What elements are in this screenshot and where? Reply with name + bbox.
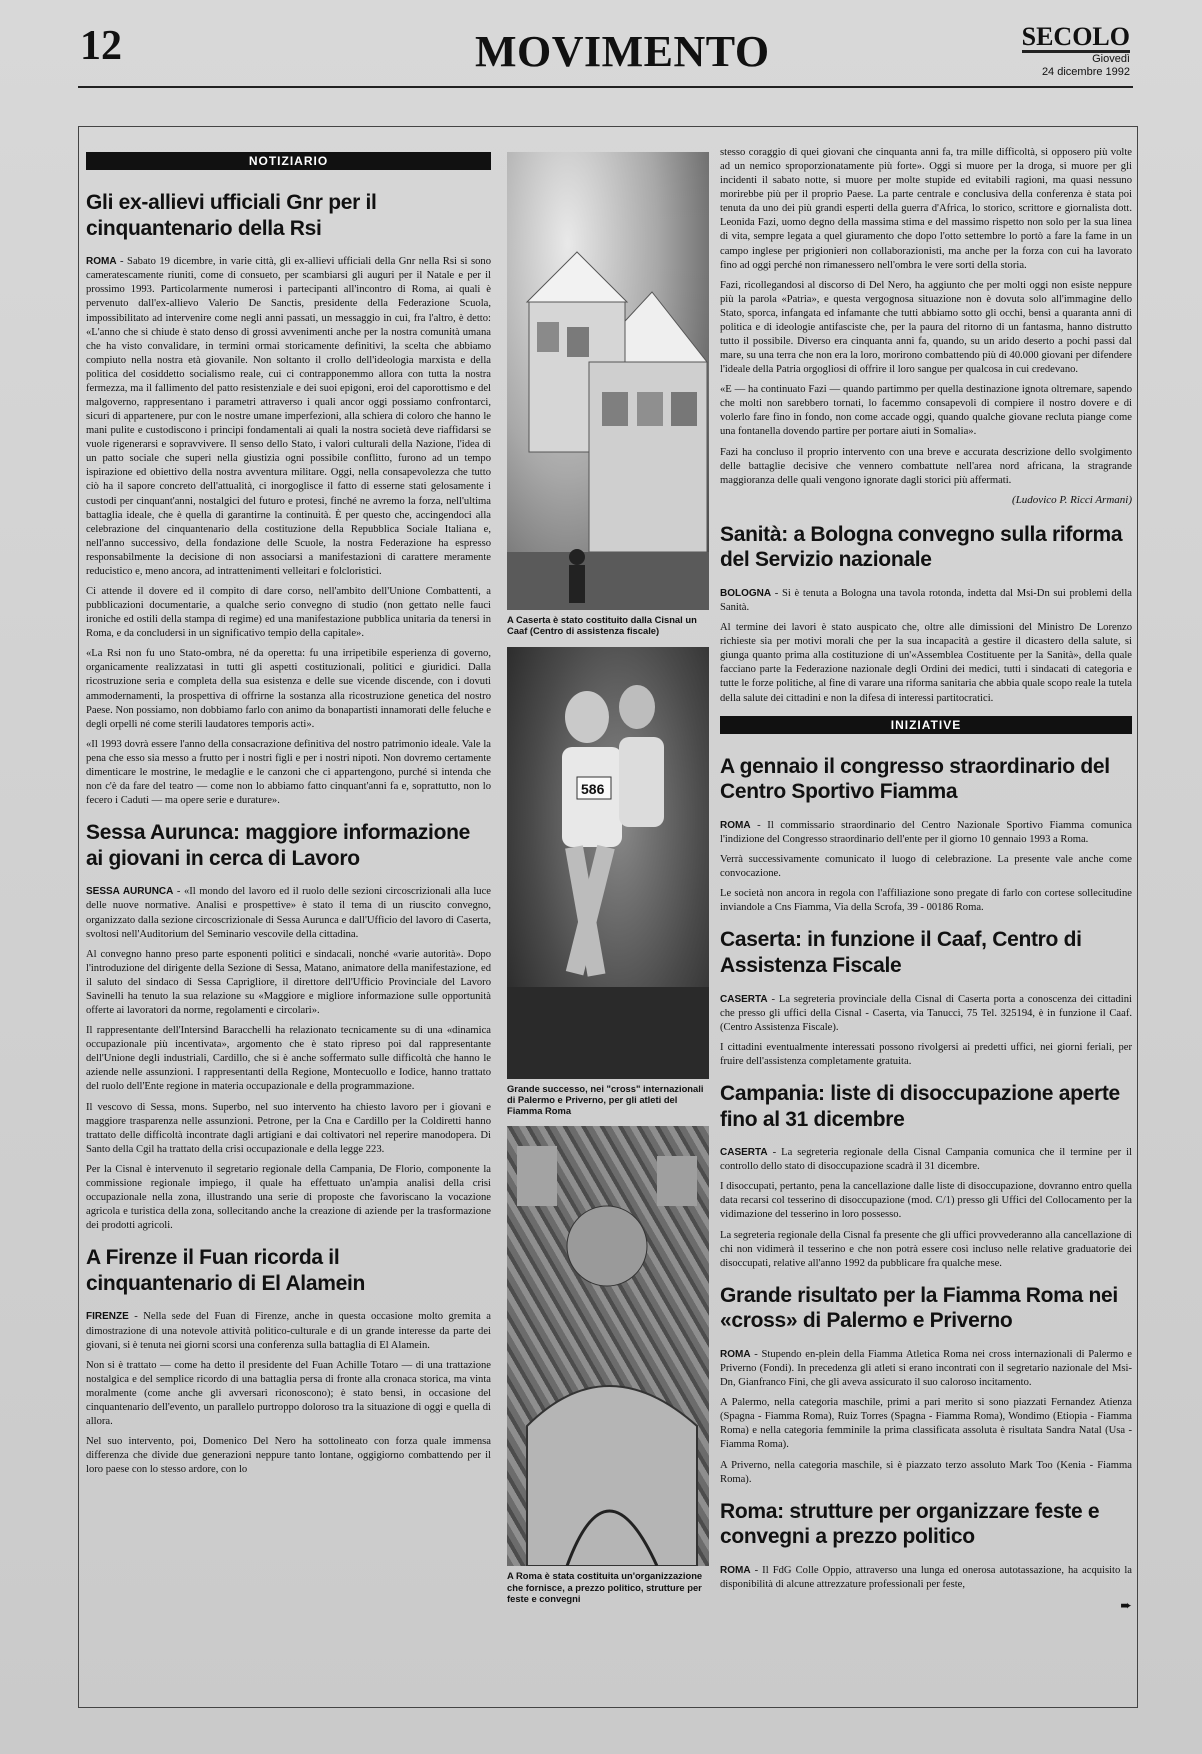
dateline: ROMA bbox=[86, 256, 117, 268]
paper-name: SECOLO bbox=[1021, 22, 1130, 51]
article-paragraph: ROMA - Il FdG Colle Oppio, attraverso una lunga ed onerosa autotassazione, ha acquisito la disponibilità di alcune attrezzature professionali per feste, bbox=[720, 1564, 1132, 1590]
dateline: BOLOGNA bbox=[720, 588, 772, 600]
article-paragraph: SESSA AURUNCA - «Il mondo del lavoro ed il ruolo delle sezioni circoscrizionali alla luce delle nuove normative. Analisi e prospettive» è stato il tema di un riuscito convegno, organizzato dalla sezione circoscrizionale di Sessa Aurunca e dall'Ufficio del lavoro di Caserta, svoltosi nell'Auditorium del Seminario vescovile della cittadina. bbox=[86, 886, 491, 940]
article-paragraph: I disoccupati, pertanto, pena la cancellazione dalle liste di disoccupazione, dovranno entro quella data recarsi col tesserino di disoccupazione (mod. C/1) presso gli Uffici del Collocamento per la vidimazione del tesserino in loro possesso. bbox=[720, 1181, 1132, 1221]
article-paragraph: Fazi, ricollegandosi al discorso di Del Nero, ha aggiunto che per molti oggi non esiste neppure più la parola «Patria», e questa vergognosa situazione non è dovuta solo all'immagine dello Stato, sporca, infangata ed infamante che tutti abbiamo sotto gli occhi, bensì a quaranta anni di politica e di ideologie antifasciste che, per la paura del ritorno di un fantasma, hanno distrutto tutto il possibile. Diverso era cinquanta anni fa, quando, su un arido deserto a pochi passi dal mare, su una terra che non era la loro, morirono combattendo più di 40.000 giovani per difendere l'ideale della Patria orgogliosi di offrire il loro sangue per qualcosa in cui credevano. bbox=[720, 279, 1132, 376]
dateline: SESSA AURUNCA bbox=[86, 886, 174, 898]
svg-text:586: 586 bbox=[581, 780, 605, 797]
page-number: 12 bbox=[80, 23, 122, 69]
article-paragraph: Nel suo intervento, poi, Domenico Del Nero ha sottolineato con forza quale immensa differenza che divide due generazioni neppure tanto lontane, oggigiorno combattendo per il loro paese con lo stesso ardore, con lo bbox=[86, 1436, 491, 1476]
section-bar-notiziario: NOTIZIARIO bbox=[86, 152, 491, 170]
article-paragraph: CASERTA - La segreteria regionale della Cisnal Campania comunica che il termine per il controllo dello stato di disoccupazione scadrà il 31 dicembre. bbox=[720, 1147, 1132, 1173]
article-paragraph: Al termine dei lavori è stato auspicato che, oltre alle dimissioni del Ministro De Lorenzo richieste sia per motivi morali che per la sua incapacità a gestire il dicastero della salute, si giunga quanto prima alla costituzione di un'«Assemblea Costituente per la Sanità», della quale facciano parte la Federazione nazionale degli Ordini dei medici, tutti i sindacati di categoria e tutte le forze politiche, al fine di varare una riforma sanitaria che abbia quale scopo reale la tutela della salute dei cittadini e non la difesa di interessi partitocratici. bbox=[720, 622, 1132, 704]
continue-arrow-icon: ➨ bbox=[1120, 1599, 1132, 1615]
dateline: CASERTA bbox=[720, 993, 768, 1005]
photo-cross-runners bbox=[507, 647, 709, 1079]
article-paragraph: Al convegno hanno preso parte esponenti politici e sindacali, nonché «varie autorità». Dopo l'introduzione del dirigente della Sezione di Sessa, Matano, animatore della manifestazione, ed il saluto del sindaco di Sessa Caprigliore, il direttore dell'Ufficio Provinciale del Lavoro Savinelli ha tenuto la sua relazione su «Maggiore e migliore informazione sulle opportunità offerte ai lavoratori da norme, regolamenti e circolari». bbox=[86, 948, 491, 1017]
article-title: A gennaio il congresso straordinario del Centro Sportivo Fiamma bbox=[720, 754, 1110, 804]
article-paragraph: ROMA - Sabato 19 dicembre, in varie città, gli ex-allievi ufficiali della Gnr nella Rsi si sono cameratescamente riuniti, come di consueto, per scambiarsi gli auguri per il Natale e per il prossimo 1993. Particolarmente numerosi i partecipanti all'incontro di Roma, ai quali è pervenuto dall'ex-allievo Valerio De Sanctis, presidente della Federazione Scuola, impossibilitato ad intervenire come negli anni passati, un messaggio in cui, fra l'altro, è detto: «L'anno che si chiude è stato denso di grossi avvenimenti anche per la nostra comunità umana che ha visto convalidare, in termini ormai storicamente definitivi, la scelta che abbiamo compiuto nella nostra età giovanile. Non soltanto il crollo dell'ideologia marxista e della politica del cosiddetto socialismo reale, cui ci contrapponemmo allora con tutta la nostra fermezza, ma il fallimento del patto resistenziale e dei suoi epigoni, eroi del caporottismo e del malgoverno, rappresentano i parametri attraverso i quali ancor oggi possiamo confrontarci, sicuri di appartenere, pur con le nostre umane imperfezioni, alla schiera di coloro che hanno le mani pulite e custodiscono i principi fondamentali ai quali la nostra società deve riaffidarsi se vuole rigenerarsi e sopravvivere. Il senso dello Stato, i valori culturali della Nazione, l'idea di un patto sociale che superi nella giustizia ogni possibile conflitto, furono ad un tempo ispirazione ed obiettivo della nostra avventura militare. Oggi, nella consapevolezza che tutto ciò ha il sapore concreto dell'attualità, ci inorgoglisce il fatto di esserne stati gelosamente i custodi per cinquant'anni, nostalgici del futuro e protesi, finché ne avremo la forza, nell'ultima battaglia ideale, che è quella di garantirne la continuità. È per questo che, accingendoci alla celebrazione del cinquantenario della costituzione della Repubblica Sociale Italiana e, nell'anno successivo, della fondazione delle Scuole, la nostra Federazione ha espresso responsabilmente la decisione di non associarsi a manifestazioni di carattere meramente reducistico e, meno ancora, ad intrattenimenti velleitari e folcloristici. bbox=[86, 256, 491, 577]
photo-drawing bbox=[507, 1126, 709, 1566]
article-paragraph: A Priverno, nella categoria maschile, si è piazzato terzo assoluto Mark Too (Kenia - Fiamma Roma). bbox=[720, 1459, 1132, 1485]
section-title: MOVIMENTO bbox=[475, 27, 770, 76]
article-paragraph: ROMA - Stupendo en-plein della Fiamma Atletica Roma nei cross internazionali di Palermo e Priverno (Fondi). In precedenza gli atleti si erano incontrati con il segretario nazionale del Msi-Dn, Gianfranco Fini, che gli aveva assicurato il suo caloroso incitamento. bbox=[720, 1349, 1132, 1389]
article-paragraph: FIRENZE - Nella sede del Fuan di Firenze, anche in questa occasione molto gremita a dimostrazione di una notevole attività politico-culturale e di un grande interesse da parte dei giovani, si è tenuta nei giorni scorsi una conferenza sulla battaglia di El Alamein. bbox=[86, 1311, 491, 1351]
photo-drawing bbox=[507, 647, 709, 1079]
article-paragraph: A Palermo, nella categoria maschile, primi a pari merito si sono piazzati Fernandez Atienza (Spagna - Fiamma Roma), Ruiz Torres (Spagna - Fiamma Roma), Wondimo (Etiopia - Fiamma Roma) e nella categoria femminile la prima classificata assoluta è risultata Sandra Natal (Usa - Fiamma Roma). bbox=[720, 1397, 1132, 1451]
article-paragraph: Il vescovo di Sessa, mons. Superbo, nel suo intervento ha chiesto lavoro per i giovani e maggiore trasparenza nelle assunzioni. Petrone, per la Cna e Cardillo per la Coldiretti hanno trattato delle difficoltà incontrate dagli artigiani e dai coltivatori nel reperire manodopera. Di Santo della Cgil ha trattato della crisi occupazionale e della legge 223. bbox=[86, 1101, 491, 1155]
section-bar-iniziative: INIZIATIVE bbox=[720, 716, 1132, 734]
article-title: Grande risultato per la Fiamma Roma nei «cross» di Palermo e Priverno bbox=[720, 1283, 1118, 1333]
photo-caaf-stands bbox=[507, 152, 709, 610]
dateline: CASERTA bbox=[720, 1147, 768, 1159]
article-paragraph: CASERTA - La segreteria provinciale della Cisnal di Caserta porta a conoscenza dei cittadini che presso gli uffici della Cisnal - Caserta, via Tanucci, 75 Tel. 325194, è in funzione il Caaf. (Centro Assistenza Fiscale). bbox=[720, 993, 1132, 1033]
article-title: Gli ex-allievi ufficiali Gnr per il cinquantenario della Rsi bbox=[86, 191, 377, 240]
issue-day: Giovedì bbox=[1092, 53, 1130, 65]
article-paragraph: Verrà successivamente comunicato il luogo di celebrazione. La presente vale anche come convocazione. bbox=[720, 854, 1132, 880]
article-paragraph: «E — ha continuato Fazi — quando partimmo per quella destinazione ignota oltremare, sapendo che molti non sarebbero tornati, lo facemmo consapevoli di compiere il nostro dovere e di volerlo fare fino in fondo, non come accade oggi, quando qualche giovane recluta piange come una fontanella dovendo partire per portare aiuti in Somalia». bbox=[720, 384, 1132, 438]
column-right bbox=[720, 146, 1132, 1704]
author-signature: (Ludovico P. Ricci Armani) bbox=[1012, 493, 1132, 506]
column-left bbox=[86, 152, 491, 1704]
article-paragraph: Non si è trattato — come ha detto il presidente del Fuan Achille Totaro — di una trattazione nostalgica e del semplice ricordo di una battaglia persa di fronte alla cronaca storica, ma vinta moralmente (come anche gli avversari riconoscono); è stato bensì, in occasione del cinquantenario dell'evento, un parallelo purtroppo doloroso tra la situazione di oggi e quella di allora. bbox=[86, 1359, 491, 1427]
photo-caption: A Caserta è stato costituito dalla Cisnal un Caaf (Centro di assistenza fiscale) bbox=[507, 614, 697, 637]
article-paragraph: Ci attende il dovere ed il compito di dare corso, nell'ambito dell'Unione Combattenti, a pubblicazioni documentarie, a qualche serio convegno di studio (non gettato nelle fauci ironiche ed ostili della stampa di regime) ed una manifestazione pubblica unitaria da tenersi in Roma, e da concludersi in un significativo tempio della capitale». bbox=[86, 586, 491, 640]
article-paragraph: stesso coraggio di quei giovani che cinquanta anni fa, tra mille difficoltà, si opposero più volte ad un nemico sproporzionatamente più forte». Oggi si muore per la droga, si muore per gli incidenti il sabato notte, si muore per molte stupide ed evitabili ragioni, ma quasi nessuno morirebbe più per il proprio Paese. La parte centrale e conclusiva della conferenza è stata poi tenuta da uno dei più grandi esperti della guerra d'Africa, lo storico, scrittore e giornalista dott. Leonida Fazi, uomo degno della massima stima e del massimo rispetto non solo per la sua linea di vita, sempre legata a quel giuramento che dopo l'otto settembre lo portò a fare la fame in un campo inglese per prigionieri non collaborazionisti, ma anche per la forza con cui ha lavorato fino ad oggi perché non rimanessero nell'ombra le vere sorti della storia. bbox=[720, 147, 1132, 271]
photo-drawing bbox=[507, 152, 709, 610]
article-title: Caserta: in funzione il Caaf, Centro di Assistenza Fiscale bbox=[720, 928, 1082, 977]
photo-caption: A Roma è stata costituita un'organizzazione che fornisce, a prezzo politico, strutture per feste e convegni bbox=[507, 1570, 703, 1604]
dateline: ROMA bbox=[720, 819, 751, 831]
article-paragraph: Per la Cisnal è intervenuto il segretario regionale della Campania, De Florio, componente la commissione regionale impiego, il quale ha effettuato un'ampia analisi della crisi occupazionale nella zona, illustrando una serie di proposte che favoriscano la vocazione agricola e turistica della zona, sollecitando anche la creazione di aziende per la trasformazione dei prodotti agricoli. bbox=[86, 1163, 491, 1232]
masthead-rule bbox=[78, 86, 1133, 88]
article-title: Roma: strutture per organizzare feste e convegni a prezzo politico bbox=[720, 1499, 1100, 1549]
photo-aerial-rome bbox=[507, 1126, 709, 1566]
article-paragraph: Il rappresentante dell'Intersind Baracchelli ha relazionato tecnicamente su di una «dinamica occupazionale più incentivata», argomento che è stato ripreso poi dal rappresentante dell'Unione degli industriali, Cardillo, che si è anche soffermato sulle difficoltà che hanno le aziende nelle assunzioni. I rappresentanti della Regione, Montecuollo e Iodice, hanno trattato del ruolo dell'Ente regione in materia occupazionale e della programmazione. bbox=[86, 1025, 491, 1093]
article-paragraph: I cittadini eventualmente interessati possono rivolgersi ai predetti uffici, nei giorni feriali, per fruire dell'assistenza completamente gratuita. bbox=[720, 1041, 1132, 1067]
article-paragraph: Fazi ha concluso il proprio intervento con una breve e accurata descrizione dello svolgimento delle battaglie decisive che vennero combattute nell'area nord africana, la stragrande maggioranza delle quali vengono ignorate dagli storici più affermati. bbox=[720, 446, 1132, 486]
article-title: Campania: liste di disoccupazione aperte fino al 31 dicembre bbox=[720, 1081, 1120, 1131]
article-paragraph: Le società non ancora in regola con l'affiliazione sono pregate di farlo con cortese sollecitudine inviandole a Cns Fiamma, Via della Scrofa, 39 - 00186 Roma. bbox=[720, 888, 1132, 914]
article-paragraph: ROMA - Il commissario straordinario del Centro Nazionale Sportivo Fiamma comunica l'indizione del Congresso straordinario dell'ente per il giorno 10 gennaio 1993 a Roma. bbox=[720, 819, 1132, 845]
column-photos bbox=[507, 152, 709, 1704]
photo-caption: Grande successo, nei "cross" internazionali di Palermo e Priverno, per gli atleti del Fiamma Roma bbox=[507, 1082, 704, 1117]
article-paragraph: «La Rsi non fu uno Stato-ombra, né da operetta: fu una irripetibile esperienza di governo, organicamente realizzatasi in tutti gli aspetti costituzionali, politici e giuridici. Dalla ricostruzione seria e completa della sua esistenza e delle sue vicende discende, con i dovuti ammodernamenti, la prospettiva di offrirne la sostanza alla ricostruzione genetica del nostro Paese. Non possiamo, non dobbiamo farlo con animo da bonapartisti innamorati delle feluche e degli orpelli né come sterili laudatores temporis acti». bbox=[86, 648, 491, 730]
article-paragraph: La segreteria regionale della Cisnal fa presente che gli uffici provvederanno alla cancellazione di chi non vidimerà il tesserino e che non potrà essere così incluso nelle relative graduatorie dei disoccupati, relative all'anno 1992 da pubblicare fra qualche mese. bbox=[720, 1229, 1132, 1269]
article-title: Sanità: a Bologna convegno sulla riforma del Servizio nazionale bbox=[720, 522, 1123, 572]
article-paragraph: BOLOGNA - Si è tenuta a Bologna una tavola rotonda, indetta dal Msi-Dn sui problemi della Sanità. bbox=[720, 588, 1132, 614]
dateline: FIRENZE bbox=[86, 1311, 129, 1323]
dateline: ROMA bbox=[720, 1349, 751, 1360]
article-title: A Firenze il Fuan ricorda il cinquantenario di El Alamein bbox=[86, 1246, 366, 1295]
dateline: ROMA bbox=[720, 1564, 751, 1576]
paper-logo bbox=[1022, 24, 1130, 79]
article-title: Sessa Aurunca: maggiore informazione ai giovani in cerca di Lavoro bbox=[86, 821, 471, 870]
article-paragraph: «Il 1993 dovrà essere l'anno della consacrazione definitiva del nostro patrimonio ideale. Vale la pena che esso sia messo a frutto per i nostri figli e per i nostri nipoti. Non dovremo certamente dimenticare le mostrine, le medaglie e le canzoni che ci appartengono, purché si intenda che non c'è da fare del teatro — come non lo abbiamo fatto cinquant'anni fa e, soprattutto, non lo fecero i Caduti — ma opere serie e durature». bbox=[86, 738, 491, 807]
masthead bbox=[80, 22, 1130, 84]
issue-date: 24 dicembre 1992 bbox=[1041, 66, 1130, 79]
